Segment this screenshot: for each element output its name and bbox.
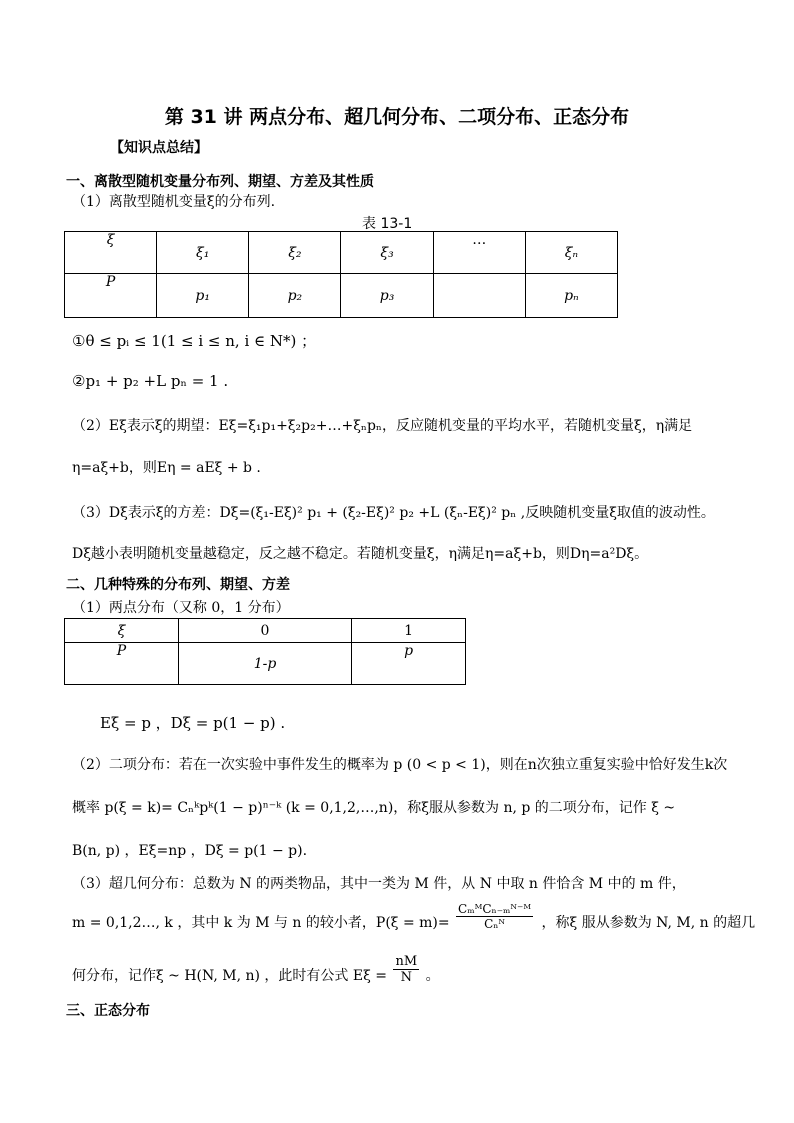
- table-cell: P: [65, 643, 179, 685]
- table-cell: 1-p: [178, 643, 351, 685]
- expectation-line-2: η=aξ+b，则Eη = aEξ + b .: [72, 460, 261, 476]
- variance-line-2: Dξ越小表明随机变量越稳定，反之越不稳定。若随机变量ξ，η满足η=aξ+b，则Dη=a²Dξ。: [72, 546, 649, 562]
- fraction-denominator: N: [400, 969, 412, 985]
- binomial-line-3: B(n, p) ，Eξ=np ，Dξ = p(1 − p).: [72, 843, 308, 859]
- table-cell: pₙ: [525, 274, 617, 318]
- hypergeometric-line-3: [72, 953, 440, 985]
- table-cell: p: [352, 643, 466, 685]
- binomial-line-1: （2）二项分布：若在一次实验中事件发生的概率为 p (0 < p < 1)，则在n次独立重复实验中恰好发生k次: [72, 757, 728, 773]
- table-cell: p₃: [341, 274, 433, 318]
- hypergeometric-text-c: 何分布，记作ξ ~ H(N, M, n) ，此时有公式 Eξ =: [72, 968, 387, 984]
- table-cell: p₂: [249, 274, 341, 318]
- table-cell: P: [65, 274, 157, 318]
- expectation-line-1: （2）Eξ表示ξ的期望：Eξ=ξ₁p₁+ξ₂p₂+…+ξₙpₙ，反应随机变量的平均水平，若随机变量ξ，η满足: [72, 418, 693, 434]
- property-1: ①θ ≤ pᵢ ≤ 1(1 ≤ i ≤ n, i ∈ N*) ；: [72, 332, 317, 350]
- table-cell: ξₙ: [525, 232, 617, 274]
- fraction-numerator: CₘᴹCₙ₋ₘᴺ⁻ᴹ: [458, 901, 532, 916]
- table-cell: ξ₁: [157, 232, 249, 274]
- hypergeometric-line-1: （3）超几何分布：总数为 N 的两类物品，其中一类为 M 件，从 N 中取 n 件恰含 M 中的 m 件，: [72, 876, 686, 892]
- distribution-table: [64, 231, 618, 318]
- property-2: ②p₁ + p₂ +L pₙ = 1 .: [72, 372, 229, 390]
- hypergeometric-fraction: [456, 902, 533, 931]
- hypergeometric-line-2: [72, 901, 756, 932]
- fraction-denominator: Cₙᴺ: [484, 916, 506, 931]
- section2-sub1: （1）两点分布（又称 0，1 分布）: [72, 600, 290, 616]
- fraction-numerator: nM: [395, 953, 418, 969]
- table-cell: 0: [178, 619, 351, 643]
- hypergeometric-text-b: ，称ξ 服从参数为 N, M, n 的超几: [541, 915, 756, 931]
- section1-sub1: （1）离散型随机变量ξ的分布列.: [72, 194, 276, 210]
- hypergeometric-text-a: m = 0,1,2…, k ，其中 k 为 M 与 n 的较小者，P(ξ = m)=: [72, 915, 450, 931]
- variance-line-1: （3）Dξ表示ξ的方差：Dξ=(ξ₁-Eξ)² p₁ + (ξ₂-Eξ)² p₂ +L (ξₙ-Eξ)² pₙ ,反映随机变量ξ取值的波动性。: [72, 505, 715, 521]
- table-cell: ξ: [65, 232, 157, 274]
- table-cell: [433, 274, 525, 318]
- table-cell: …: [433, 232, 525, 274]
- summary-heading: 【知识点总结】: [110, 140, 208, 156]
- two-point-table: [64, 618, 466, 685]
- table-caption: 表 13-1: [362, 216, 413, 232]
- table-cell: ξ₃: [341, 232, 433, 274]
- section2-heading: 二、几种特殊的分布列、期望、方差: [66, 577, 290, 593]
- two-point-formula: Eξ = p ，Dξ = p(1 − p) .: [100, 714, 286, 732]
- hypergeometric-text-end: 。: [425, 968, 440, 984]
- page-title: 第 31 讲 两点分布、超几何分布、二项分布、正态分布: [164, 106, 630, 128]
- table-cell: ξ: [65, 619, 179, 643]
- table-cell: ξ₂: [249, 232, 341, 274]
- binomial-line-2: 概率 p(ξ = k)= Cₙᵏpᵏ(1 − p)ⁿ⁻ᵏ (k = 0,1,2,…,n)，称ξ服从参数为 n, p 的二项分布，记作 ξ ~: [72, 800, 676, 816]
- table-cell: 1: [352, 619, 466, 643]
- table-cell: p₁: [157, 274, 249, 318]
- section1-heading: 一、离散型随机变量分布列、期望、方差及其性质: [66, 174, 374, 190]
- section3-heading: 三、正态分布: [66, 1003, 150, 1019]
- expectation-fraction: [393, 954, 419, 985]
